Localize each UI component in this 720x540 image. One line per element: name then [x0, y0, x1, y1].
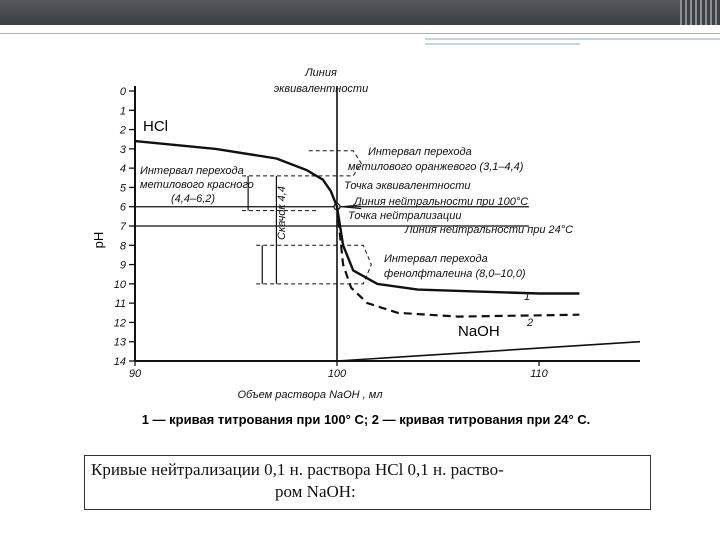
y-tick-label: 0	[119, 86, 126, 98]
y-tick-label: 10	[113, 278, 126, 291]
annotation-equiv-point: Точка эквивалентности	[344, 180, 471, 192]
x-tick-label: 90	[128, 368, 142, 380]
annotation-methyl-orange-2: метилового оранжевого (3,1–4,4)	[348, 161, 524, 173]
curve-label-2: 2	[527, 317, 534, 329]
annotation-methyl-red-3: (4,4–6,2)	[171, 193, 216, 205]
y-tick-labels	[114, 86, 135, 368]
annotation-equiv-line-2: эквивалентности	[273, 83, 369, 95]
caption-line-2: ром NaOH:	[275, 482, 356, 501]
y-tick-label: 2	[119, 124, 126, 137]
figure-caption	[84, 455, 651, 510]
annotation-equiv-line-1: Линия	[305, 67, 337, 79]
annotation-methyl-red-1: Интервал перехода	[140, 165, 244, 177]
curve-label-hcl: HCl	[143, 118, 168, 135]
y-tick-label: 13	[113, 336, 126, 349]
y-tick-label: 12	[113, 317, 126, 330]
chart-legend: 1 — кривая титрования при 100° С; 2 — кривая титрования при 24° С.	[141, 412, 591, 427]
y-tick-label: 5	[119, 182, 126, 195]
annotation-jump: Скачок 4,4	[276, 186, 288, 240]
series-naoh-curve	[337, 342, 640, 361]
y-axis-label: pH	[91, 231, 106, 249]
annotation-neutral-100: Линия нейтральности при 100°C	[354, 196, 529, 208]
x-tick-label: 100	[327, 368, 347, 380]
y-tick-label: 3	[119, 143, 126, 156]
y-tick-label: 4	[119, 163, 126, 176]
annotation-phenolphthalein-1: Интервал перехода	[384, 253, 488, 265]
annotation-neutral-24: Линия нейтральности при 24°C	[405, 224, 574, 236]
y-tick-label: 9	[119, 259, 126, 272]
y-tick-label: 1	[119, 105, 126, 118]
curve-label-naoh: NaOH	[458, 323, 500, 340]
x-axis-label: Объем раствора NaOH , мл	[237, 389, 383, 401]
x-tick-label: 110	[530, 368, 548, 380]
caption-line-1: Кривые нейтрализации 0,1 н. раствора HCl 0,1 н. раство-	[91, 460, 504, 479]
annotation-methyl-red-2: метилового красного	[140, 179, 254, 191]
annotation-neutral-point: Точка нейтрализации	[348, 210, 462, 222]
x-tick-labels	[129, 361, 549, 380]
y-tick-label: 8	[119, 240, 126, 253]
y-tick-label: 6	[119, 201, 126, 214]
y-tick-label: 14	[113, 356, 126, 368]
phenolphthalein-bracket	[256, 245, 371, 284]
y-tick-label: 11	[114, 298, 126, 311]
y-tick-label: 7	[119, 221, 126, 233]
annotation-phenolphthalein-2: фенолфталеина (8,0–10,0)	[384, 268, 526, 280]
curve-label-1: 1	[524, 291, 531, 303]
annotation-methyl-orange-1: Интервал перехода	[368, 146, 472, 158]
